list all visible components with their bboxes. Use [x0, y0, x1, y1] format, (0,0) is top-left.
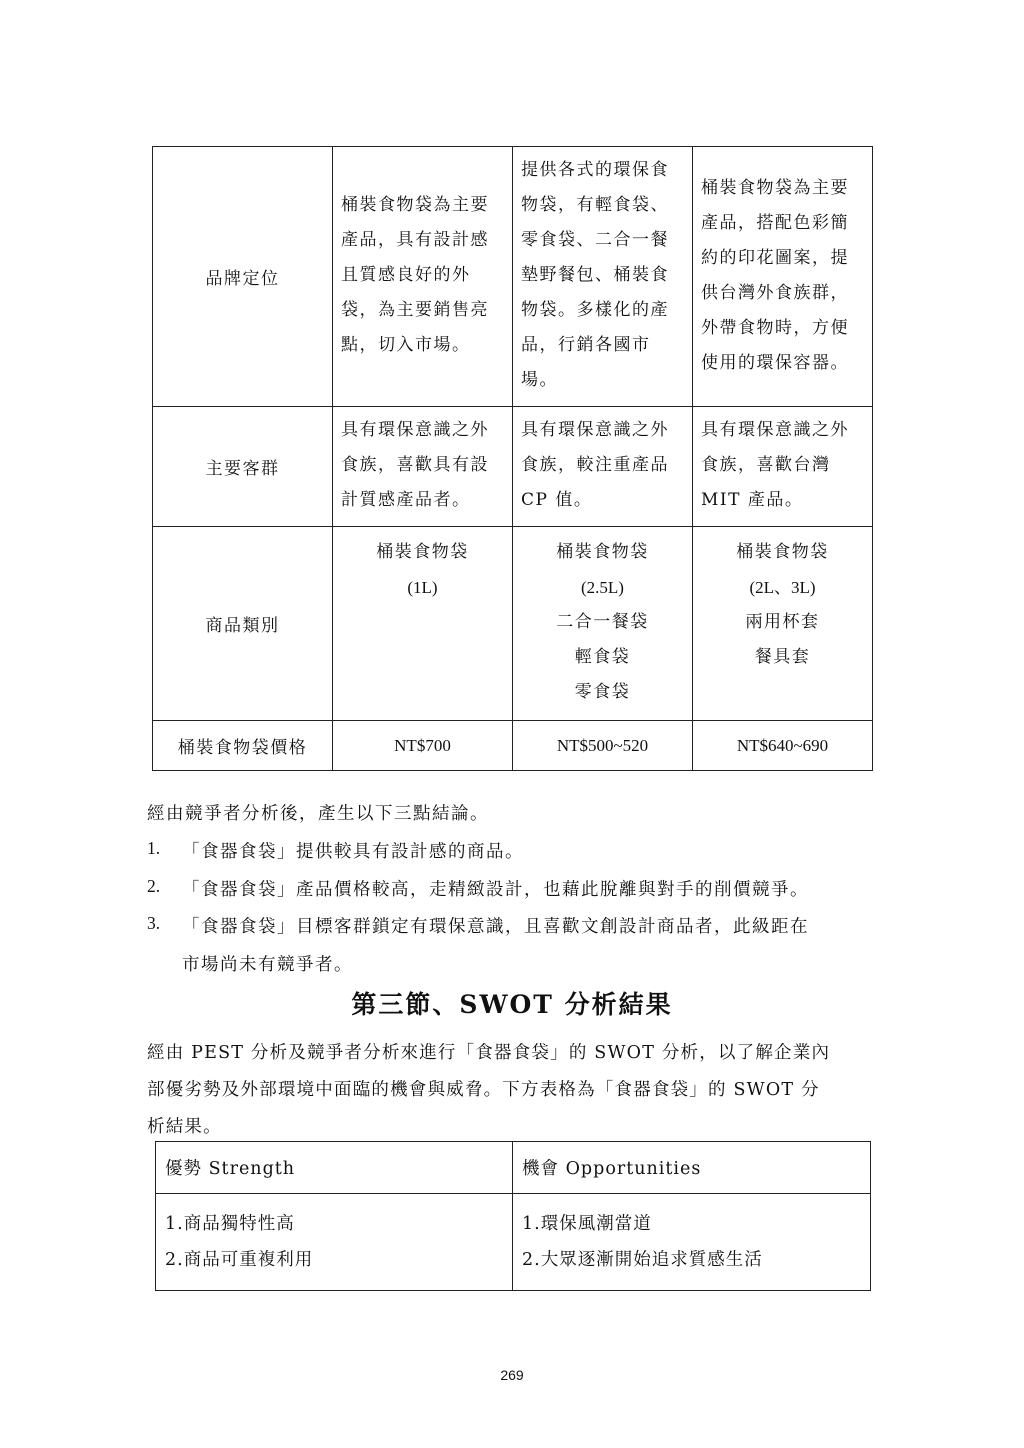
row-label-brand-positioning: 品牌定位 [153, 147, 333, 407]
paragraph-line: 經由 PEST 分析及競爭者分析來進行「食器食袋」的 SWOT 分析，以了解企業內 [147, 1043, 831, 1063]
table-row [153, 721, 873, 771]
price-cell: NT$640~690 [693, 721, 873, 771]
page-number: 269 [500, 1367, 524, 1383]
list-item-number: 3. [147, 913, 161, 933]
opportunities-header: 機會 Opportunities [513, 1142, 871, 1194]
table-cell: 具有環保意識之外 食族，喜歡台灣 MIT 產品。 [693, 407, 873, 527]
table-cell: 具有環保意識之外 食族，喜歡具有設 計質感產品者。 [333, 407, 513, 527]
price-cell: NT$700 [333, 721, 513, 771]
table-row [156, 1194, 871, 1291]
table-row [156, 1142, 871, 1194]
table-cell: 桶裝食物袋為主要 產品，搭配色彩簡 約的印花圖案，提 供台灣外食族群， 外帶食物時，方便 使用的環保容器。 [693, 147, 873, 407]
list-item: 2.商品可重複利用 [165, 1250, 314, 1270]
table-cell: 提供各式的環保食 物袋，有輕食袋、 零食袋、二合一餐 墊野餐包、桶裝食 物袋。多樣化的產 品，行銷各國市 場。 [513, 147, 693, 407]
list-item: 「食器食袋」產品價格較高，走精緻設計，也藉此脫離與對手的削價競爭。 [182, 880, 809, 900]
swot-table [155, 1141, 871, 1291]
table-cell: 桶裝食物袋 (2.5L) 二合一餐袋 輕食袋 零食袋 [513, 527, 693, 721]
list-item: 1.環保風潮當道 [522, 1214, 652, 1234]
table-row [153, 527, 873, 721]
paragraph-line: 析結果。 [147, 1117, 222, 1137]
table-cell: 桶裝食物袋為主要 產品，具有設計感 且質感良好的外 袋，為主要銷售亮 點，切入市場。 [333, 147, 513, 407]
list-item: 「食器食袋」提供較具有設計感的商品。 [182, 842, 524, 862]
table-row [153, 407, 873, 527]
strengths-cell [156, 1194, 513, 1291]
row-label-price: 桶裝食物袋價格 [153, 721, 333, 771]
row-label-product-category: 商品類別 [153, 527, 333, 721]
price-cell: NT$500~520 [513, 721, 693, 771]
table-cell: 具有環保意識之外 食族，較注重產品 CP 值。 [513, 407, 693, 527]
strength-header: 優勢 Strength [156, 1142, 513, 1194]
list-item: 「食器食袋」目標客群鎖定有環保意識，且喜歡文創設計商品者，此級距在 [182, 917, 809, 937]
table-cell: 桶裝食物袋 (2L、3L) 兩用杯套 餐具套 [693, 527, 873, 721]
opportunities-cell [513, 1194, 871, 1291]
table-cell: 桶裝食物袋 (1L) [333, 527, 513, 721]
list-item: 1.商品獨特性高 [165, 1214, 295, 1234]
list-item: 2.大眾逐漸開始追求質感生活 [522, 1250, 763, 1270]
paragraph-line: 部優劣勢及外部環境中面臨的機會與威脅。下方表格為「食器食袋」的 SWOT 分 [147, 1080, 820, 1100]
section-heading: 第三節、SWOT 分析結果 [351, 990, 673, 1019]
table-row [153, 147, 873, 407]
competitor-comparison-table [152, 146, 873, 771]
list-item-number: 2. [147, 876, 161, 896]
conclusion-intro: 經由競爭者分析後，產生以下三點結論。 [147, 804, 489, 824]
list-item-continuation: 市場尚未有競爭者。 [182, 955, 353, 975]
row-label-main-customers: 主要客群 [153, 407, 333, 527]
list-item-number: 1. [147, 838, 161, 858]
